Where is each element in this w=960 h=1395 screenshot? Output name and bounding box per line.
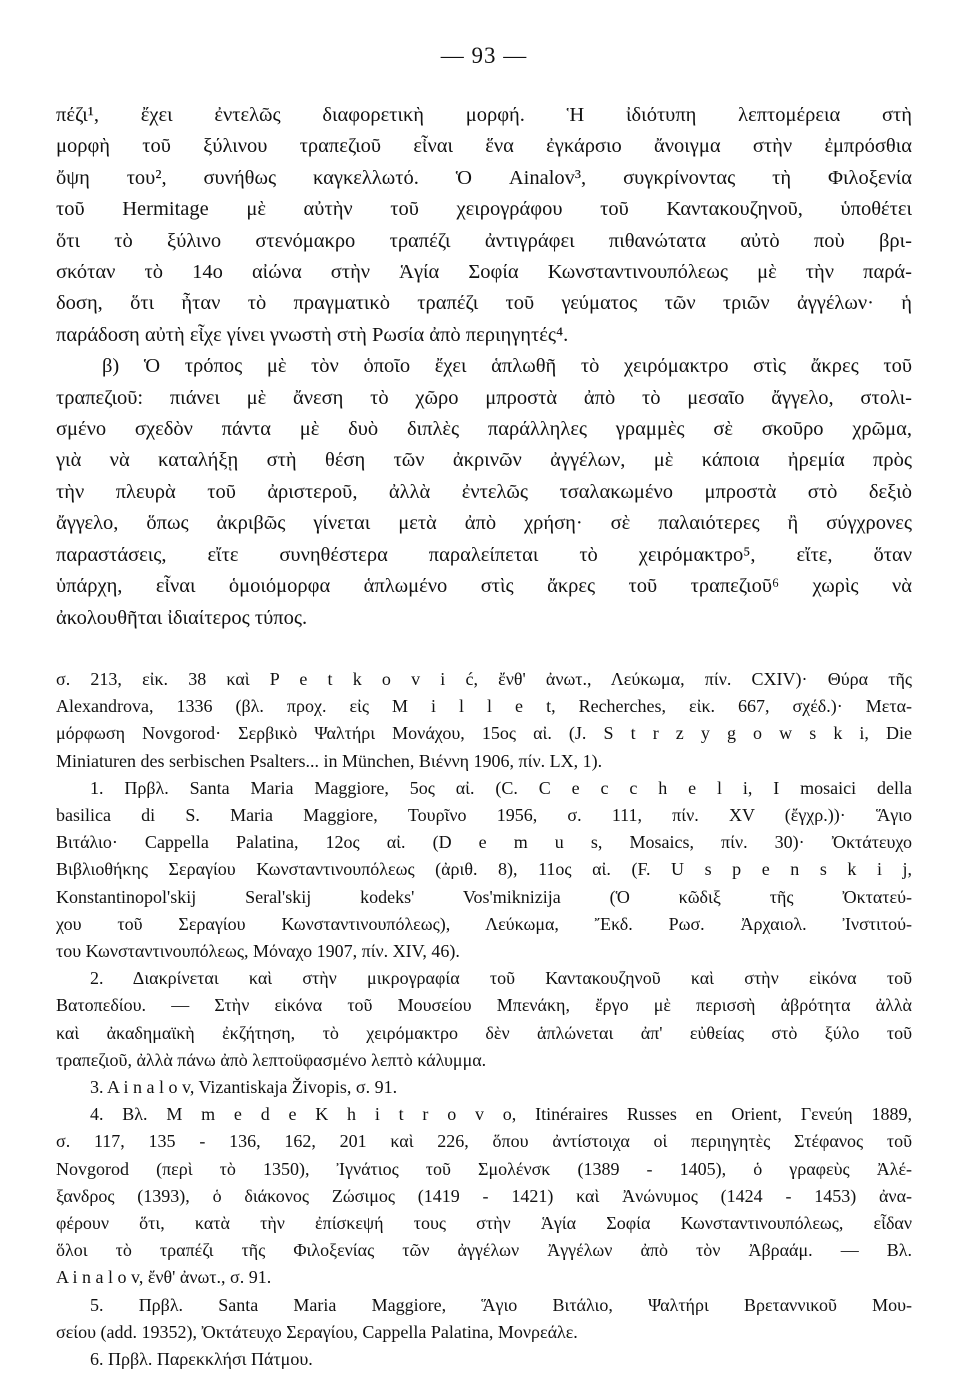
text-line: πέζι¹, ἔχει ἐντελῶς διαφορετικὴ μορφή. Ἡ ἰδιότυπη λεπτομέρεια στὴ [56, 104, 912, 126]
text-line: ὅτι τὸ ξύλινο στενόμακρο τραπέζι ἀντιγράφει πιθανώτατα αὐτὸ ποὺ βρι- [56, 229, 912, 252]
footnotes [56, 666, 912, 1373]
footnote-line: Βατοπεδίου. — Στὴν εἰκόνα τοῦ Μουσείου Μπενάκη, ἔργο μὲ περισσὴ ἀβρότητα ἀλλὰ [56, 995, 912, 1016]
text-line: σκόταν τὸ 14ο αἰώνα στὴν Ἁγία Σοφία Κωνσταντινουπόλεως μὲ τὴν παρά- [56, 261, 912, 284]
page-number: — 93 — [440, 43, 528, 68]
footnote-line: χου τοῦ Σεραγίου Κωνσταντινουπόλεως), Λεύκωμα, Ἔκδ. Ρωσ. Ἀρχαιολ. Ἰνστιτού- [56, 913, 912, 934]
footnote-line: τραπεζιοῦ, ἀλλὰ πάνω ἀπὸ λεπτοϋφασμένο λεπτὸ κάλυμμα. [56, 1049, 487, 1070]
main-text [56, 100, 912, 634]
text-line: β) Ὁ τρόπος μὲ τὸν ὁποῖο ἔχει ἁπλωθῆ τὸ χειρόμακτρο στὶς ἄκρες τοῦ [102, 355, 912, 378]
footnote-line: basilica di S. Maria Maggiore, Τουρῖνο 1956, σ. 111, πίν. XV (ἔγχρ.))· Ἅγιο [56, 804, 912, 825]
text-line: παραστάσεις, εἴτε συνηθέστερα παραλείπεται τὸ χειρόμακτρο⁵, εἴτε, ὅταν [56, 543, 912, 566]
text-line: τοῦ Hermitage μὲ αὐτὴν τοῦ χειρογράφου τοῦ Καντακουζηνοῦ, ὑποθέτει [56, 198, 912, 221]
footnote-line: σ. 117, 135 - 136, 162, 201 καὶ 226, ὅπου ἀντίστοιχα οἱ περιηγητὲς Στέφανος τοῦ [56, 1131, 912, 1152]
footnote-6: 6. Πρβλ. Παρεκκλήσι Πάτμου. [90, 1348, 313, 1369]
footnote-line: σείου (add. 19352), Ὀκτάτευχο Σεραγίου, Cappella Palatina, Μονρεάλε. [56, 1321, 578, 1342]
footnote-line: ξανδρος (1393), ὁ διάκονος Ζώσιμος (1419 - 1421) καὶ Ἀνώνυμος (1424 - 1453) ἀνα- [56, 1185, 912, 1206]
footnote-2: 2. Διακρίνεται καὶ στὴν μικρογραφία τοῦ Καντακουζηνοῦ καὶ στὴν εἰκόνα τοῦ [90, 968, 912, 989]
footnote-1: 1. Πρβλ. Santa Maria Maggiore, 5ος αἰ. (C. C e c c h e l i, I mosaici della [90, 777, 912, 798]
footnote-line: Βιτάλιο· Cappella Palatina, 12ος αἰ. (D e m u s, Mosaics, πίν. 30)· Ὀκτάτευχο [56, 832, 912, 853]
footnote-3: 3. A i n a l o v, Vizantiskaja Živopis, σ. 91. [90, 1076, 398, 1097]
footnote-line: καὶ ἀκαδημαϊκὴ ἐκζήτηση, τὸ χειρόμακτρο δὲν ἁπλώνεται ἀπ' εὐθείας στὸ ξύλο τοῦ [56, 1022, 912, 1043]
footnote-line: A i n a l o v, ἔνθ' ἀνωτ., σ. 91. [56, 1267, 272, 1288]
text-line: ἄγγελο, ὅπως ἀκριβῶς γίνεται μετὰ ἀπὸ χρήση· σὲ παλαιότερες ἢ σύγχρονες [56, 512, 912, 535]
text-line: δοση, ὅτι ἦταν τὸ πραγματικὸ τραπέζι τοῦ γεύματος τῶν τριῶν ἀγγέλων· ἡ [56, 292, 912, 315]
text-line: μορφὴ τοῦ ξύλινου τραπεζιοῦ εἶναι ἕνα ἐγκάρσιο ἄνοιγμα στὴν ἐμπρόσθια [56, 135, 912, 158]
footnote-line: Novgorod (περὶ τὸ 1350), Ἰγνάτιος τοῦ Σμολένσκ (1389 - 1405), ὁ γραφεὺς Ἀλέ- [56, 1158, 912, 1179]
text-line: ὄψη του², συνήθως καγκελλωτό. Ὁ Ainalov³, συγκρίνοντας τὴ Φιλοξενία [56, 166, 912, 189]
footnote-line: Miniaturen des serbischen Psalters... in München, Βιέννη 1906, πίν. LX, 1). [56, 750, 603, 771]
footnote-4: 4. Βλ. M m e d e K h i t r o v o, Itinéraires Russes en Orient, Γενεύη 1889, [90, 1104, 912, 1125]
book-page [56, 40, 912, 1373]
text-line: γιὰ νὰ καταλήξῃ στὴ θέση τῶν ἀκρινῶν ἀγγέλων, μὲ κάποια ἠρεμία πρὸς [56, 449, 912, 472]
text-line: τραπεζιοῦ: πιάνει μὲ ἄνεση τὸ χῶρο μπροστὰ ἀπὸ τὸ μεσαῖο ἄγγελο, στολι- [56, 386, 912, 409]
footnote-line: Alexandrova, 1336 (βλ. προχ. εἰς M i l l e t, Recherches, εἰκ. 667, σχέδ.)· Μετα- [56, 696, 912, 717]
footnote-line: ὅλοι τὸ τραπέζι τῆς Φιλοξενίας τῶν ἀγγέλων Ἀγγέλων ἀπὸ τὸν Ἀβραάμ. — Βλ. [56, 1240, 912, 1261]
footnote-line: του Κωνσταντινουπόλεως, Μόναχο 1907, πίν. XIV, 46). [56, 940, 460, 961]
text-line: ὑπάρχη, εἶναι ὁμοιόμορφα ἁπλωμένο στὶς ἄκρες τοῦ τραπεζιοῦ⁶ χωρὶς νὰ [56, 575, 912, 598]
footnote-line: σ. 213, εἰκ. 38 καὶ P e t k o v i ć, ἔνθ' ἀνωτ., Λεύκωμα, πίν. CXIV)· Θύρα τῆς [56, 668, 912, 689]
text-line: σμένο σχεδὸν πάντα μὲ δυὸ διπλὲς παράλληλες γραμμὲς σὲ σκοῦρο χρῶμα, [56, 418, 912, 441]
footnote-line: φέρουν ὅτι, κατὰ τὴν ἐπίσκεψή τους στὴν Ἁγία Σοφία Κωνσταντινουπόλεως, εἶδαν [56, 1212, 912, 1233]
text-line: παράδοση αὐτὴ εἶχε γίνει γνωστὴ στὴ Ρωσία ἀπὸ περιηγητές⁴. [56, 323, 569, 346]
footnote-line: Konstantinopol'skij Seral'skij kodeks' Vos'miknizija (Ὁ κῶδιξ τῆς Ὀκτατεύ- [56, 886, 912, 907]
footnote-line: Βιβλιοθήκης Σεραγίου Κωνσταντινουπόλεως (ἀριθ. 8), 11ος αἰ. (F. U s p e n s k i j, [56, 859, 912, 880]
text-line: τὴν πλευρὰ τοῦ ἀριστεροῦ, ἀλλὰ ἐντελῶς τσαλακωμένο μπροστὰ στὸ δεξιὸ [56, 480, 912, 503]
footnote-5: 5. Πρβλ. Santa Maria Maggiore, Ἅγιο Βιτάλιο, Ψαλτήρι Βρεταννικοῦ Μου- [90, 1294, 912, 1315]
text-line: ἀκολουθῆται ἰδιαίτερος τύπος. [56, 606, 308, 629]
footnote-line: μόρφωση Novgorod· Σερβικὸ Ψαλτήρι Μονάχου, 15ος αἰ. (J. S t r z y g o w s k i, Die [56, 723, 912, 744]
